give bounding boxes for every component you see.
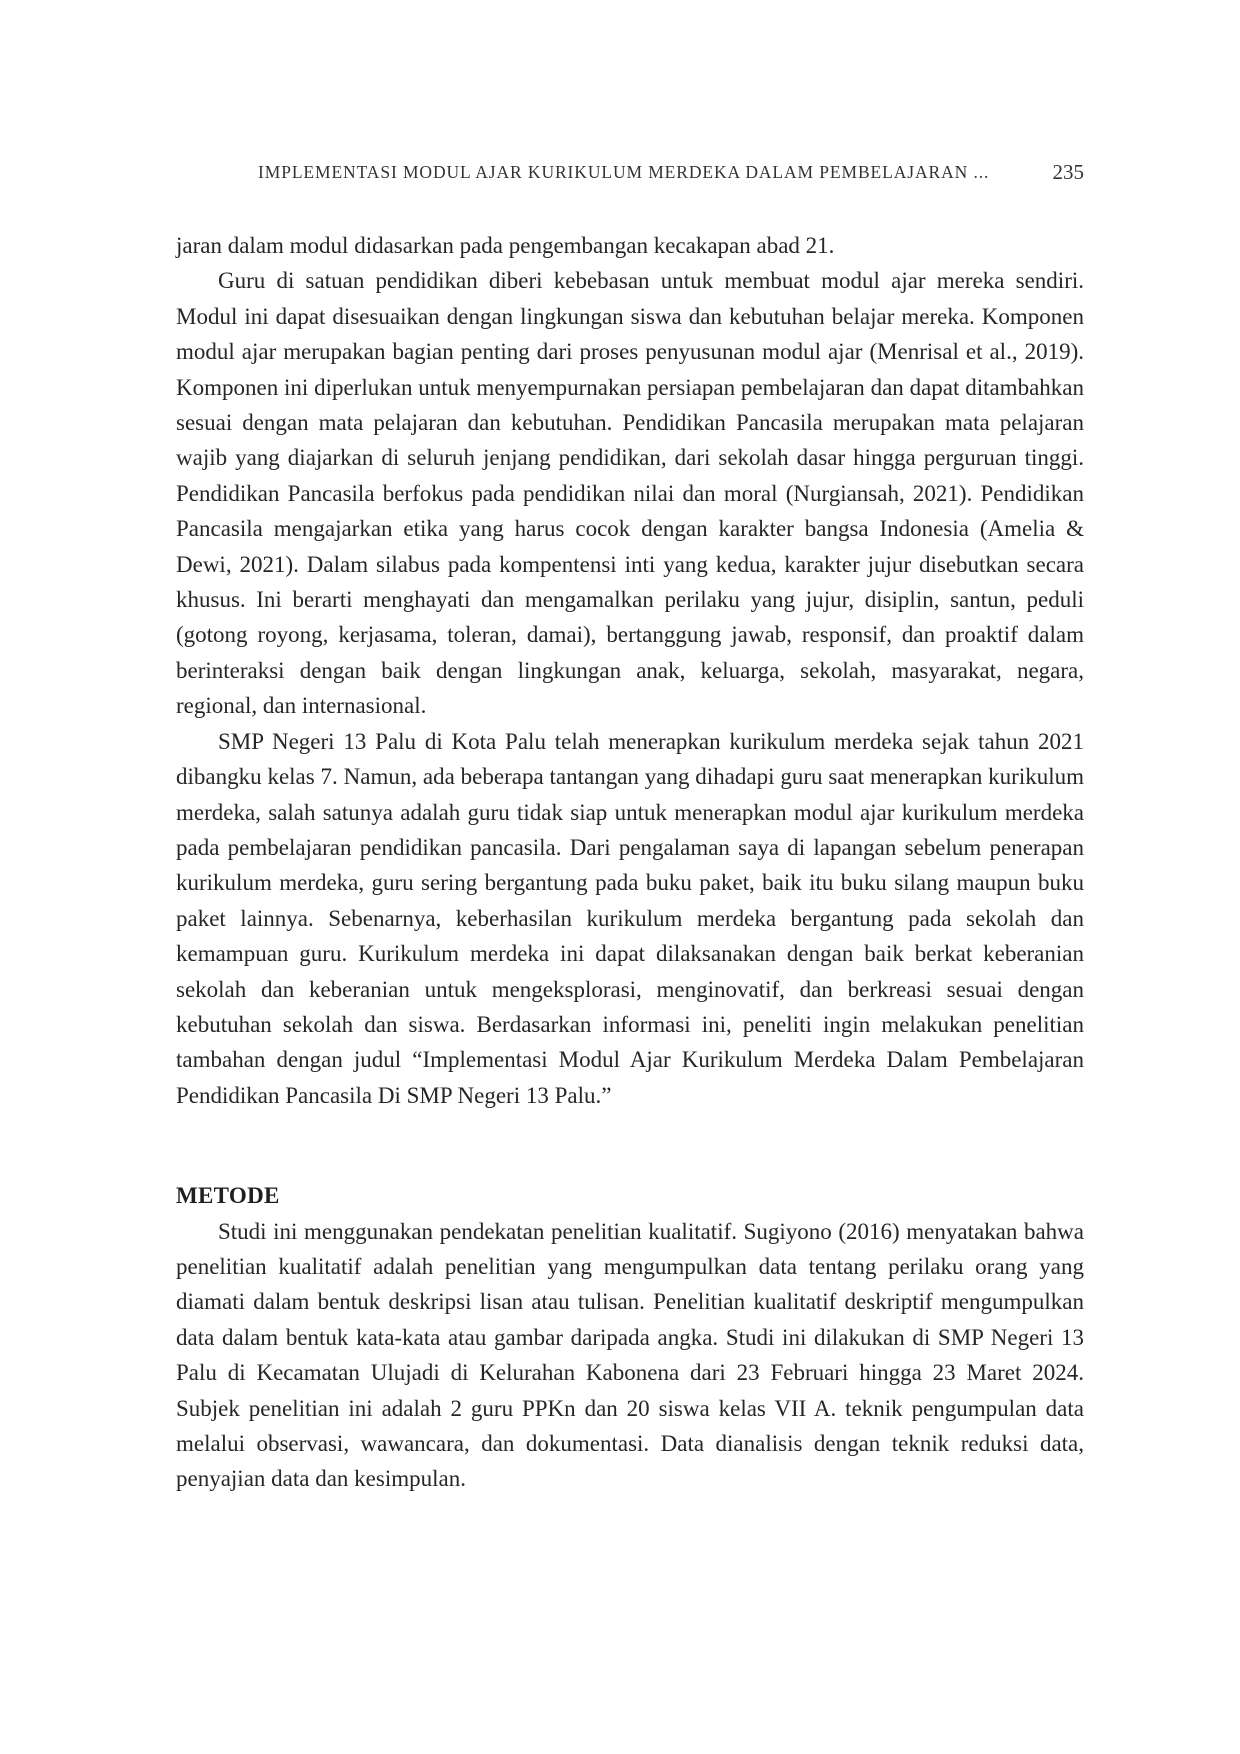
page-number: 235 <box>1052 160 1084 184</box>
section-heading-metode: METODE <box>176 1183 280 1209</box>
paragraph-smp-negeri: SMP Negeri 13 Palu di Kota Palu telah menerapkan kurikulum merdeka sejak tahun 2021 dibangku kelas 7. Namun, ada beberapa tantangan yang dihadapi guru saat menerapkan kurikulum merdeka, salah satunya adalah guru tidak siap untuk menerapkan modul ajar kurikulum merdeka pada pembelajaran pendidikan pancasila. Dari pengalaman saya di lapangan sebelum penerapan kurikulum merdeka, guru sering bergantung pada buku paket, baik itu buku silang maupun buku paket lainnya. Sebenarnya, keberhasilan kurikulum merdeka bergantung pada sekolah dan kemampuan guru. Kurikulum merdeka ini dapat dilaksanakan dengan baik berkat keberanian sekolah dan keberanian untuk mengeksplorasi, menginovatif, dan berkreasi sesuai dengan kebutuhan sekolah dan siswa. Berdasarkan informasi ini, peneliti ingin melakukan penelitian tambahan dengan judul “Implementasi Modul Ajar Kurikulum Merdeka Dalam Pembelajaran Pendidikan Pancasila Di SMP Negeri 13 Palu.” <box>176 728 1084 1108</box>
body-text <box>176 228 1084 1497</box>
running-header <box>176 162 1084 188</box>
paragraph-metode: Studi ini menggunakan pendekatan penelitian kualitatif. Sugiyono (2016) menyatakan bahwa penelitian kualitatif adalah penelitian yang mengumpulkan data tentang perilaku orang yang diamati dalam bentuk deskripsi lisan atau tulisan. Penelitian kualitatif deskriptif mengumpulkan data dalam bentuk kata-kata atau gambar daripada angka. Studi ini dilakukan di SMP Negeri 13 Palu di Kecamatan Ulujadi di Kelurahan Kabonena dari 23 Februari hingga 23 Maret 2024. Subjek penelitian ini adalah 2 guru PPKn dan 20 siswa kelas VII A. teknik pengumpulan data melalui observasi, wawancara, dan dokumentasi. Data dianalisis dengan teknik reduksi data, penyajian data dan kesimpulan. <box>176 1218 1084 1492</box>
running-header-title: IMPLEMENTASI MODUL AJAR KURIKULUM MERDEKA DALAM PEMBELAJARAN ... <box>258 162 990 182</box>
paragraph-modul-ajar: Guru di satuan pendidikan diberi kebebasan untuk membuat modul ajar mereka sendiri. Modul ini dapat disesuaikan dengan lingkungan siswa dan kebutuhan belajar mereka. Komponen modul ajar merupakan bagian penting dari proses penyusunan modul ajar (Menrisal et al., 2019). Komponen ini diperlukan untuk menyempurnakan persiapan pembelajaran dan dapat ditambahkan sesuai dengan mata pelajaran dan kebutuhan. Pendidikan Pancasila merupakan mata pelajaran wajib yang diajarkan di seluruh jenjang pendidikan, dari sekolah dasar hingga perguruan tinggi. Pendidikan Pancasila berfokus pada pendidikan nilai dan moral (Nurgiansah, 2021). Pendidikan Pancasila mengajarkan etika yang harus cocok dengan karakter bangsa Indonesia (Amelia & Dewi, 2021). Dalam silabus pada kompentensi inti yang kedua, karakter jujur disebutkan secara khusus. Ini berarti menghayati dan mengamalkan perilaku yang jujur, disiplin, santun, peduli (gotong royong, kerjasama, toleran, damai), bertanggung jawab, responsif, dan proaktif dalam berinteraksi dengan baik dengan lingkungan anak, keluarga, sekolah, masyarakat, negara, regional, dan internasional. <box>176 268 1084 719</box>
paragraph-continuation: jaran dalam modul didasarkan pada pengembangan kecakapan abad 21. <box>176 233 835 258</box>
